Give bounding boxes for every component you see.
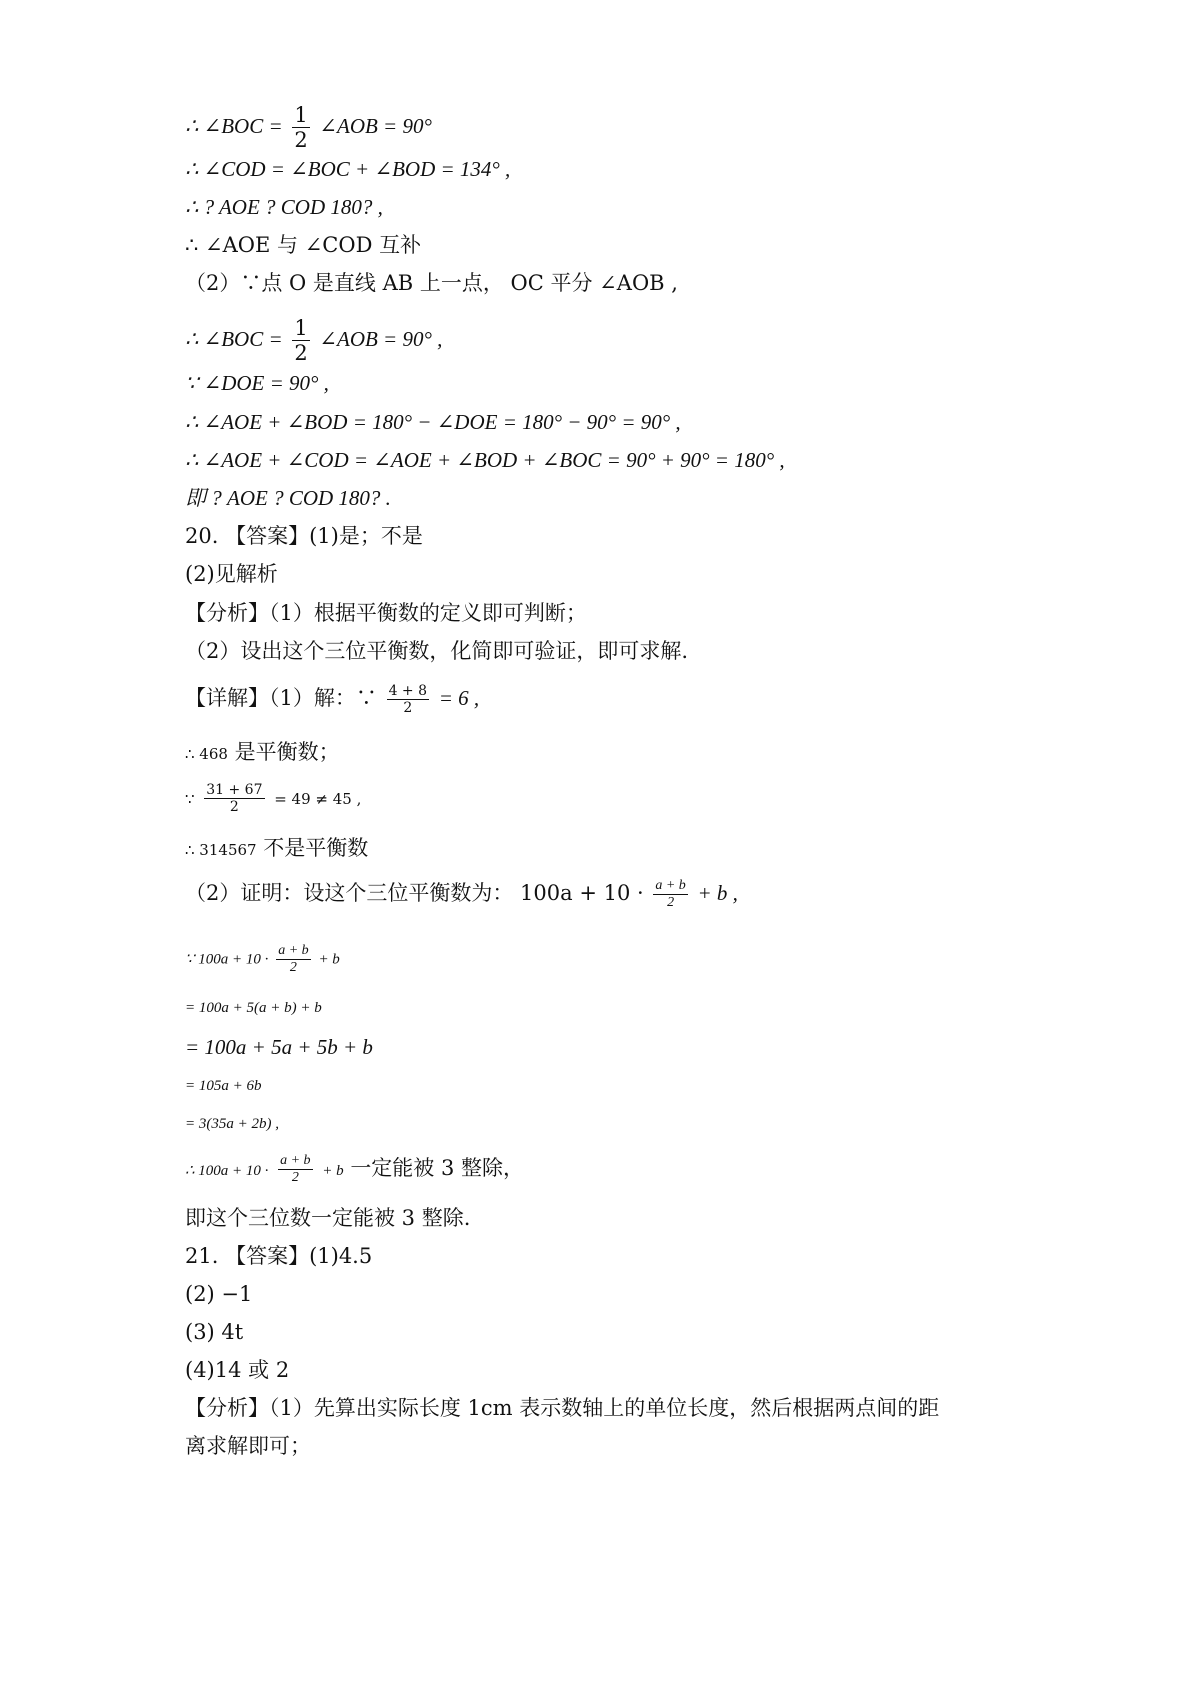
fraction <box>278 1153 312 1186</box>
text: (3) 4t <box>185 1320 244 1344</box>
fraction-numerator: 1 <box>294 316 308 340</box>
line-q20-answer-2 <box>185 559 278 589</box>
fraction-denominator: 2 <box>667 895 675 911</box>
fraction-denominator: 2 <box>229 799 239 816</box>
text: 一定能被 3 整除， <box>350 1156 525 1181</box>
text: 离求解即可； <box>185 1434 311 1458</box>
math-text: = 100a + 5a + 5b + b <box>185 1035 373 1059</box>
line-proof-step-3 <box>185 1032 373 1062</box>
line-aoe-cod <box>185 445 785 475</box>
line-supplementary <box>185 230 421 260</box>
line-q20-analysis-2 <box>185 636 688 666</box>
math-text: ∴ 100a + 10 · <box>185 1163 269 1180</box>
fraction <box>276 943 310 976</box>
line-aoe-bod <box>185 407 681 437</box>
fraction-numerator: a + b <box>278 1153 312 1170</box>
math-text: = 6 , <box>438 686 480 711</box>
math-text: = 100a + 5(a + b) + b <box>185 1000 322 1016</box>
text: 【分析】（1）根据平衡数的定义即可判断； <box>185 601 587 625</box>
math-text: ∴ ∠AOE + ∠COD = ∠AOE + ∠BOD + ∠BOC = 90° + 90° = 180° , <box>185 448 785 472</box>
line-angle-boc-half-2 <box>185 316 442 365</box>
fraction-denominator: 2 <box>294 128 308 153</box>
text: （2）证明：设这个三位平衡数为： 100a + 10 · <box>185 881 644 906</box>
text: 【分析】（1）先算出实际长度 1cm 表示数轴上的单位长度，然后根据两点间的距 <box>185 1396 940 1420</box>
line-q21-analysis-1 <box>185 1393 939 1423</box>
math-text: = 3(35a + 2b) , <box>185 1116 279 1132</box>
line-proof-final <box>185 1203 470 1233</box>
text: (2)见解析 <box>185 562 278 586</box>
math-text: ∵ ∠DOE = 90° , <box>185 371 329 395</box>
line-proof-step-4 <box>185 1070 262 1101</box>
math-text: + b <box>318 951 340 968</box>
math-text: + b <box>322 1163 344 1180</box>
math-text: = 49 ≠ 45 , <box>274 790 362 809</box>
line-468 <box>185 737 340 769</box>
fraction-numerator: a + b <box>276 943 310 960</box>
math-text: ∴ 314567 <box>185 841 257 859</box>
text: （2）设出这个三位平衡数，化简即可验证，即可求解. <box>185 639 689 663</box>
fraction-numerator: 4 + 8 <box>388 683 428 699</box>
fraction-denominator: 2 <box>403 700 413 717</box>
text: 是平衡数； <box>234 740 340 764</box>
text: 【详解】（1）解：∵ <box>185 686 377 711</box>
fraction <box>204 782 264 815</box>
line-angle-cod <box>185 154 510 184</box>
line-q20-detail-1 <box>185 683 479 716</box>
math-text: 即 ? AOE ? COD 180? . <box>185 486 391 510</box>
line-conclusion-garbled <box>185 483 391 513</box>
line-q20-analysis-1 <box>185 598 587 628</box>
math-text: ∵ <box>185 790 195 809</box>
line-proof-step-5 <box>185 1108 279 1139</box>
math-text: ∠AOB = 90° <box>319 114 432 139</box>
fraction-denominator: 2 <box>294 341 308 366</box>
math-text: ∴ ∠COD = ∠BOC + ∠BOD = 134° , <box>185 157 511 181</box>
text: 不是平衡数 <box>263 836 369 860</box>
line-garbled-sum <box>185 192 383 222</box>
fraction-numerator: a + b <box>653 878 687 895</box>
fraction <box>653 878 687 911</box>
line-proof-setup <box>185 878 738 911</box>
math-text: ∠AOB = 90° , <box>319 327 443 352</box>
math-text: ∴ ∠BOC = <box>185 327 283 352</box>
fraction-denominator: 2 <box>289 960 297 976</box>
text: (2) −1 <box>185 1282 253 1306</box>
fraction <box>292 103 309 152</box>
line-part2-given <box>185 268 678 298</box>
text: ∴ ∠AOE 与 ∠COD 互补 <box>185 233 422 257</box>
line-angle-boc-half <box>185 103 432 152</box>
math-text: + b , <box>697 881 738 906</box>
math-text: ∴ ? AOE ? COD 180? , <box>185 195 383 219</box>
text: 21. 【答案】(1)4.5 <box>185 1244 373 1268</box>
math-text: ∵ 100a + 10 · <box>185 951 269 968</box>
text: 20. 【答案】(1)是；不是 <box>185 524 423 548</box>
line-31-67 <box>185 782 361 815</box>
math-text: = 105a + 6b <box>185 1078 262 1094</box>
line-314567 <box>185 833 368 865</box>
math-text: ∴ 468 <box>185 745 228 763</box>
text: （2）∵点 O 是直线 AB 上一点， OC 平分 ∠AOB , <box>185 271 678 295</box>
line-proof-step-1 <box>185 943 340 976</box>
text: (4)14 或 2 <box>185 1358 290 1382</box>
line-q21-analysis-2 <box>185 1431 311 1461</box>
line-q20-answer <box>185 521 423 551</box>
fraction <box>387 683 429 716</box>
fraction-numerator: 1 <box>294 103 308 127</box>
math-text: ∴ ∠AOE + ∠BOD = 180° − ∠DOE = 180° − 90° = 90° , <box>185 410 681 434</box>
line-q21-answer <box>185 1241 372 1271</box>
line-proof-step-2 <box>185 992 322 1023</box>
text: 即这个三位数一定能被 3 整除. <box>185 1206 471 1230</box>
line-q21-answer-3 <box>185 1317 243 1347</box>
fraction-numerator: 31 + 67 <box>206 782 263 798</box>
fraction <box>292 316 309 365</box>
line-angle-doe <box>185 368 329 398</box>
line-q21-answer-2 <box>185 1279 252 1309</box>
fraction-denominator: 2 <box>291 1170 299 1186</box>
line-proof-conclusion <box>185 1153 524 1186</box>
line-q21-answer-4 <box>185 1355 289 1385</box>
math-text: ∴ ∠BOC = <box>185 114 283 139</box>
